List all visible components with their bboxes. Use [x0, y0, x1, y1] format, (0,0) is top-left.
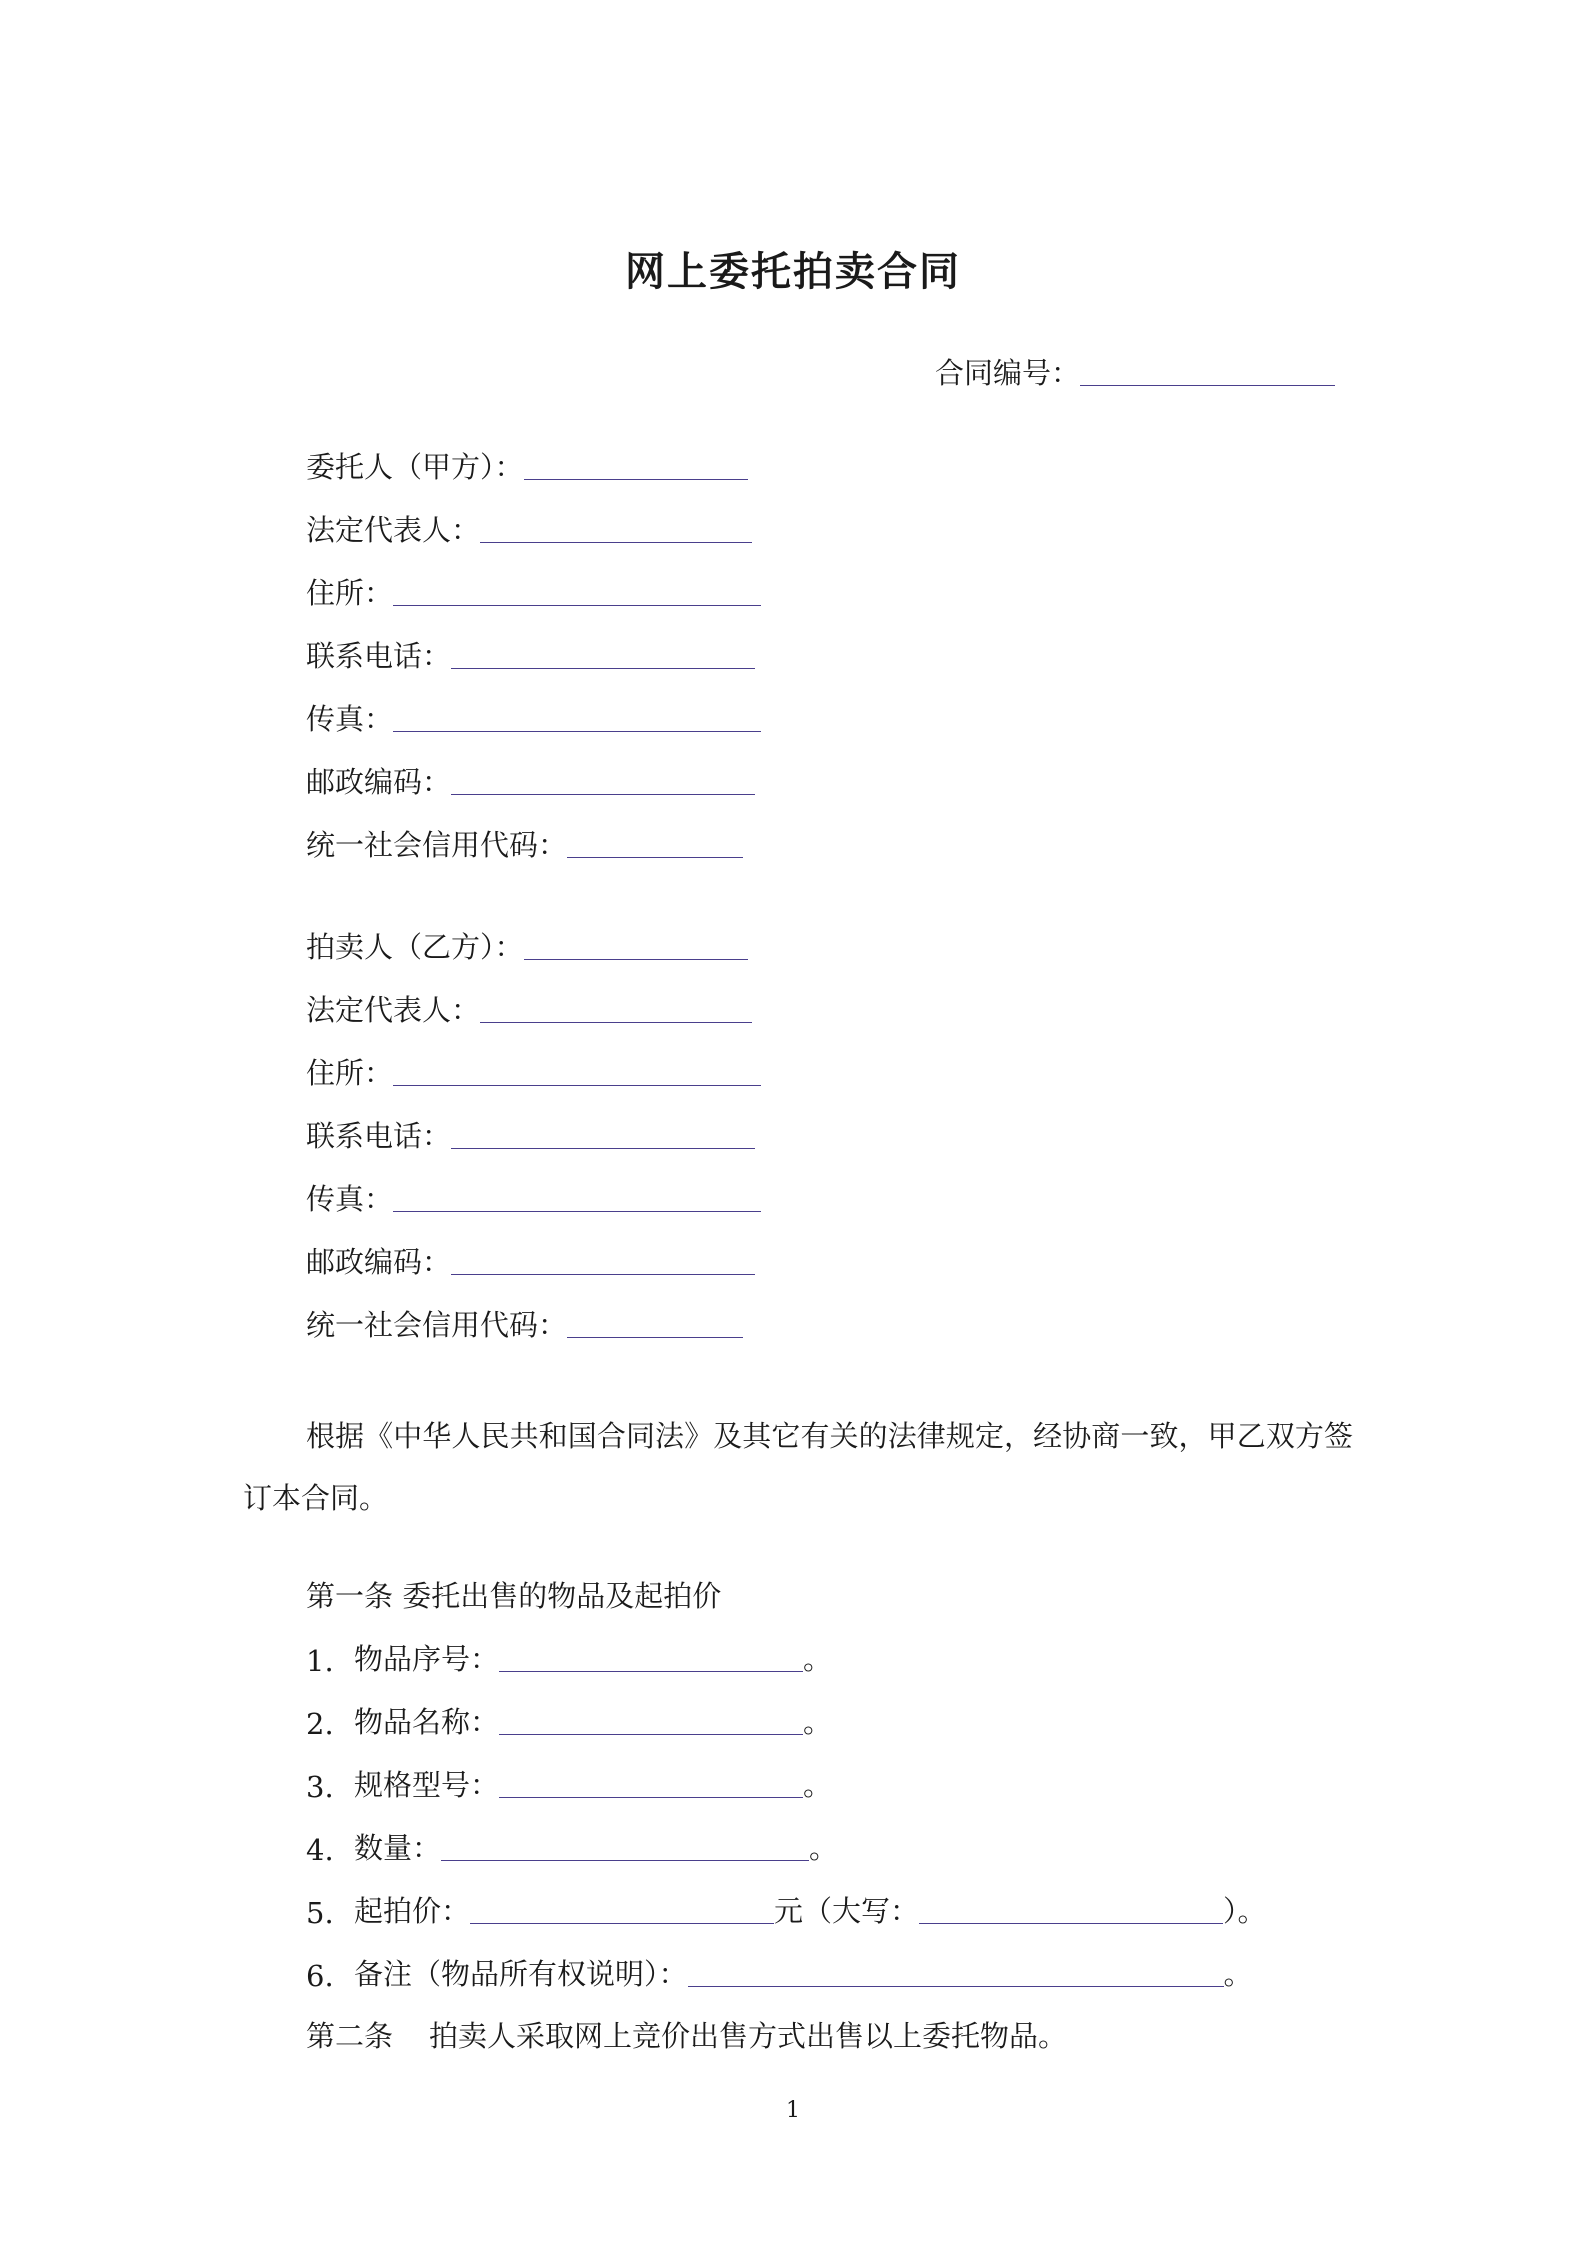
contract-number-label: 合同编号：	[935, 356, 1081, 390]
item-end-mark: 。	[809, 1831, 839, 1865]
party-b-credit-code-row	[306, 1304, 743, 1344]
article1-item-3	[306, 1764, 832, 1804]
item-end-mark: ）。	[1223, 1894, 1267, 1928]
item-number: 6.	[306, 1959, 334, 1993]
party-a-fax-row	[306, 698, 761, 738]
item-price-uppercase-field[interactable]	[919, 1923, 1223, 1924]
article2-text: 拍卖人采取网上竞价出售方式出售以上委托物品。	[429, 2019, 1068, 2053]
item-quantity-field[interactable]	[441, 1860, 809, 1861]
party-a-phone-field[interactable]	[451, 668, 755, 669]
party-b-postcode-row	[306, 1241, 755, 1281]
party-a-legal-rep-label: 法定代表人：	[306, 513, 481, 547]
item-end-mark: 。	[803, 1705, 833, 1739]
party-b-legal-rep-field[interactable]	[480, 1022, 752, 1023]
item-name-label: 物品名称：	[354, 1705, 500, 1739]
party-a-credit-code-row	[306, 824, 743, 864]
party-b-fax-label: 传真：	[306, 1182, 394, 1216]
item-quantity-label: 数量：	[354, 1831, 442, 1865]
party-a-legal-rep-row	[306, 509, 752, 549]
page-number: 1	[786, 2098, 800, 2123]
item-price-unit: 元（大写：	[774, 1894, 920, 1928]
party-a-name-field[interactable]	[524, 479, 748, 480]
article1-item-6	[306, 1953, 1253, 1993]
party-b-legal-rep-label: 法定代表人：	[306, 993, 481, 1027]
party-b-name-field[interactable]	[524, 959, 748, 960]
party-a-phone-row	[306, 635, 755, 675]
article1-item-5	[306, 1890, 1267, 1930]
party-a-name-label: 委托人（甲方）：	[306, 450, 524, 484]
contract-number-field[interactable]	[1080, 385, 1335, 386]
item-number: 4.	[306, 1833, 334, 1867]
item-number: 3.	[306, 1770, 334, 1804]
item-remark-label: 备注（物品所有权说明）：	[354, 1957, 688, 1991]
article1-item-2	[306, 1701, 832, 1741]
item-end-mark: 。	[1223, 1957, 1253, 1991]
item-number: 5.	[306, 1896, 334, 1930]
party-b-name-row	[306, 926, 748, 966]
party-a-fax-label: 传真：	[306, 702, 394, 736]
item-remark-field[interactable]	[688, 1986, 1224, 1987]
party-a-address-label: 住所：	[306, 576, 394, 610]
party-a-credit-code-field[interactable]	[567, 857, 743, 858]
contract-number-row	[935, 352, 1335, 392]
party-a-postcode-label: 邮政编码：	[306, 765, 452, 799]
item-name-field[interactable]	[499, 1734, 803, 1735]
party-a-fax-field[interactable]	[393, 731, 761, 732]
article2-row	[306, 2015, 1067, 2055]
party-b-credit-code-field[interactable]	[567, 1337, 743, 1338]
party-b-address-field[interactable]	[393, 1085, 761, 1086]
item-end-mark: 。	[803, 1768, 833, 1802]
party-a-postcode-row	[306, 761, 755, 801]
item-serial-field[interactable]	[499, 1671, 803, 1672]
party-b-name-label: 拍卖人（乙方）：	[306, 930, 524, 964]
party-b-fax-row	[306, 1178, 761, 1218]
article2-heading: 第二条	[306, 2019, 394, 2053]
party-a-name-row	[306, 446, 748, 486]
party-a-legal-rep-field[interactable]	[480, 542, 752, 543]
party-a-address-row	[306, 572, 761, 612]
document-title: 网上委托拍卖合同	[625, 248, 961, 295]
item-spec-label: 规格型号：	[354, 1768, 500, 1802]
item-number: 2.	[306, 1707, 334, 1741]
party-a-phone-label: 联系电话：	[306, 639, 452, 673]
party-a-postcode-field[interactable]	[451, 794, 755, 795]
item-start-price-label: 起拍价：	[354, 1894, 471, 1928]
party-b-fax-field[interactable]	[393, 1211, 761, 1212]
item-number: 1.	[306, 1644, 334, 1678]
item-serial-label: 物品序号：	[354, 1642, 500, 1676]
article1-item-4	[306, 1827, 838, 1867]
party-b-legal-rep-row	[306, 989, 752, 1029]
party-a-address-field[interactable]	[393, 605, 761, 606]
party-b-address-row	[306, 1052, 761, 1092]
item-end-mark: 。	[803, 1642, 833, 1676]
article1-item-1	[306, 1638, 832, 1678]
party-b-phone-row	[306, 1115, 755, 1155]
party-b-phone-label: 联系电话：	[306, 1119, 452, 1153]
party-a-credit-code-label: 统一社会信用代码：	[306, 828, 568, 862]
item-start-price-field[interactable]	[470, 1923, 774, 1924]
party-b-postcode-label: 邮政编码：	[306, 1245, 452, 1279]
item-spec-field[interactable]	[499, 1797, 803, 1798]
article1-heading: 第一条 委托出售的物品及起拍价	[306, 1579, 722, 1613]
preamble-paragraph: 根据《中华人民共和国合同法》及其它有关的法律规定，经协商一致，甲乙双方签订本合同。	[243, 1419, 1353, 1515]
party-b-postcode-field[interactable]	[451, 1274, 755, 1275]
party-b-phone-field[interactable]	[451, 1148, 755, 1149]
party-b-credit-code-label: 统一社会信用代码：	[306, 1308, 568, 1342]
party-b-address-label: 住所：	[306, 1056, 394, 1090]
